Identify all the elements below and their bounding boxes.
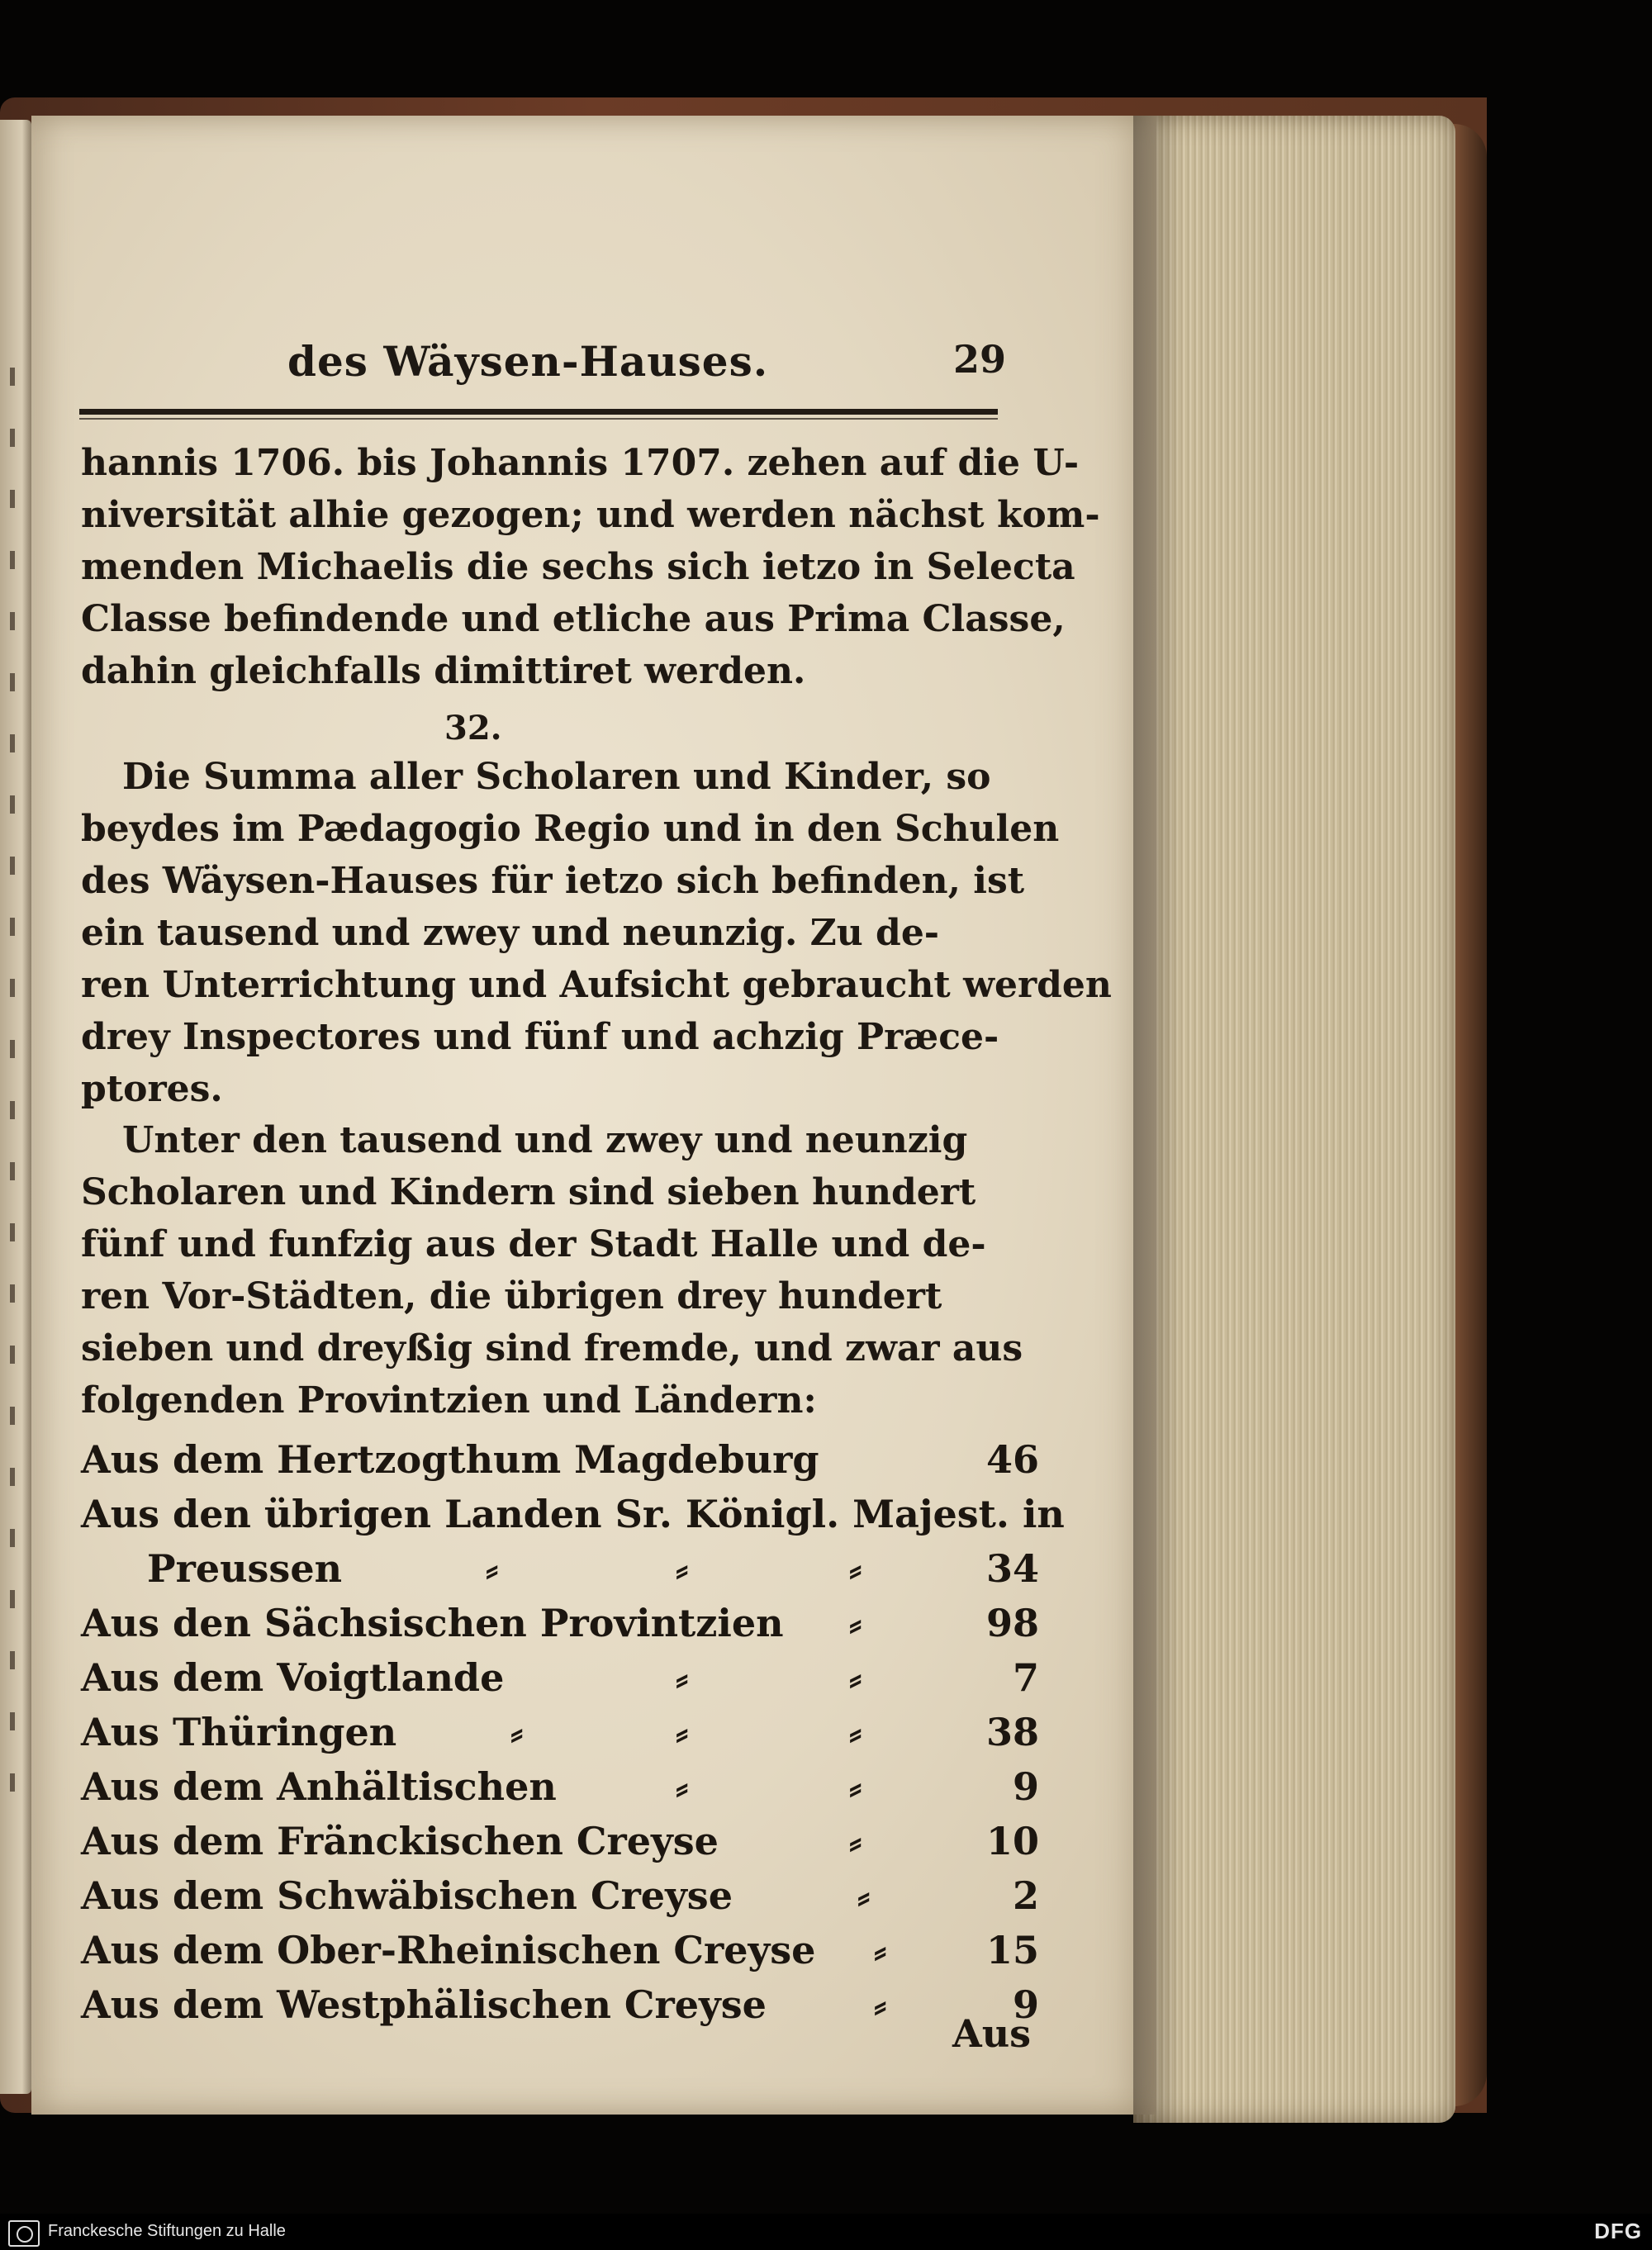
table-row	[81, 1873, 1039, 1928]
header-rule	[79, 409, 998, 415]
leader-mark: ⸗	[676, 1710, 689, 1754]
leader-mark: ⸗	[849, 1710, 862, 1754]
region-name: Aus dem Anhältischen	[81, 1764, 557, 1809]
text-line: Scholaren und Kindern sind sieben hundert	[81, 1171, 976, 1213]
student-count: 10	[985, 1819, 1039, 1863]
text-line: ren Unterrichtung und Aufsicht gebraucht werden	[81, 964, 1112, 1006]
leader-mark: ⸗	[849, 1655, 862, 1700]
student-count: 7	[1012, 1655, 1039, 1700]
text-line: sieben und dreyßig sind fremde, und zwar aus	[81, 1327, 1023, 1369]
student-count: 38	[985, 1710, 1039, 1754]
page-header	[287, 337, 1006, 403]
leader-mark: ⸗	[849, 1601, 862, 1645]
leader-mark: ⸗	[676, 1764, 689, 1809]
page-number: 29	[952, 337, 1006, 382]
region-name: Aus den übrigen Landen Sr. Königl. Majest. in	[81, 1492, 1065, 1536]
text-line: ein tausend und zwey und neunzig. Zu de-	[81, 912, 940, 954]
leader-mark: ⸗	[510, 1710, 524, 1754]
leader-mark: ⸗	[676, 1546, 689, 1591]
region-name: Preussen	[147, 1546, 343, 1591]
text-line: hannis 1706. bis Johannis 1707. zehen auf die U-	[81, 442, 1080, 484]
leader-mark: ⸗	[849, 1819, 862, 1863]
left-page-edge	[0, 120, 31, 2094]
student-count: 34	[985, 1546, 1039, 1591]
left-page-text-marks	[5, 368, 25, 2020]
table-row	[81, 1601, 1039, 1655]
region-name: Aus dem Voigtlande	[81, 1655, 505, 1700]
leader-mark: ⸗	[857, 1873, 871, 1918]
region-name: Aus dem Ober-Rheinischen Creyse	[81, 1928, 816, 1972]
table-row	[81, 1437, 1039, 1492]
leader-mark: ⸗	[849, 1764, 862, 1809]
leader-mark: ⸗	[874, 1982, 887, 2027]
header-rule-thin	[79, 418, 998, 420]
table-row	[81, 1764, 1039, 1819]
table-row	[81, 1546, 1039, 1601]
text-line: Classe befindende und etliche aus Prima Classe,	[81, 598, 1066, 640]
text-line: drey Inspectores und fünf und achzig Præce-	[81, 1016, 999, 1058]
table-row	[81, 1655, 1039, 1710]
student-count: 98	[985, 1601, 1039, 1645]
text-line: Unter den tausend und zwey und neunzig	[122, 1119, 968, 1161]
text-line: Die Summa aller Scholaren und Kinder, so	[122, 756, 991, 798]
table-row	[81, 1819, 1039, 1873]
table-row	[81, 1710, 1039, 1764]
table-row	[81, 1982, 1039, 2037]
text-line: niversität alhie gezogen; und werden nächst kom-	[81, 494, 1100, 536]
region-name: Aus dem Fränckischen Creyse	[81, 1819, 719, 1863]
region-name: Aus den Sächsischen Provintzien	[81, 1601, 784, 1645]
student-count: 9	[1012, 1764, 1039, 1809]
institution-logo-icon	[8, 2220, 40, 2247]
text-line: ren Vor-Städten, die übrigen drey hundert	[81, 1275, 942, 1317]
gutter-shadow	[1133, 116, 1183, 2123]
text-line: folgenden Provintzien und Ländern:	[81, 1379, 817, 1422]
student-count: 15	[985, 1928, 1039, 1972]
text-line: des Wäysen-Hauses für ietzo sich befinden, ist	[81, 860, 1025, 902]
region-name: Aus dem Hertzogthum Magdeburg	[81, 1437, 819, 1482]
text-line: fünf und funfzig aus der Stadt Halle und de-	[81, 1223, 986, 1265]
viewer-footer	[0, 2214, 1652, 2250]
leader-mark: ⸗	[486, 1546, 499, 1591]
section-number: 32.	[444, 709, 502, 748]
dfg-logo: DFG	[1594, 2219, 1642, 2243]
leader-mark: ⸗	[874, 1928, 887, 1972]
text-line: menden Michaelis die sechs sich ietzo in Selecta	[81, 546, 1075, 588]
text-line: beydes im Pædagogio Regio und in den Schulen	[81, 808, 1060, 850]
text-line: dahin gleichfalls dimittiret werden.	[81, 650, 806, 692]
running-title: des Wäysen-Hauses.	[287, 337, 769, 386]
text-line: ptores.	[81, 1068, 223, 1110]
student-count: 46	[985, 1437, 1039, 1482]
table-row	[81, 1928, 1039, 1982]
student-count: 2	[1012, 1873, 1039, 1918]
table-row	[81, 1492, 1065, 1546]
leader-mark: ⸗	[849, 1546, 862, 1591]
region-name: Aus dem Schwäbischen Creyse	[81, 1873, 733, 1918]
leader-mark: ⸗	[676, 1655, 689, 1700]
region-name: Aus dem Westphälischen Creyse	[81, 1982, 767, 2027]
region-name: Aus Thüringen	[81, 1710, 397, 1754]
page	[31, 116, 1156, 2115]
institution-name: Franckesche Stiftungen zu Halle	[48, 2222, 286, 2240]
catchword: Aus	[952, 2011, 1032, 2056]
student-count: 9	[1012, 1982, 1039, 2027]
